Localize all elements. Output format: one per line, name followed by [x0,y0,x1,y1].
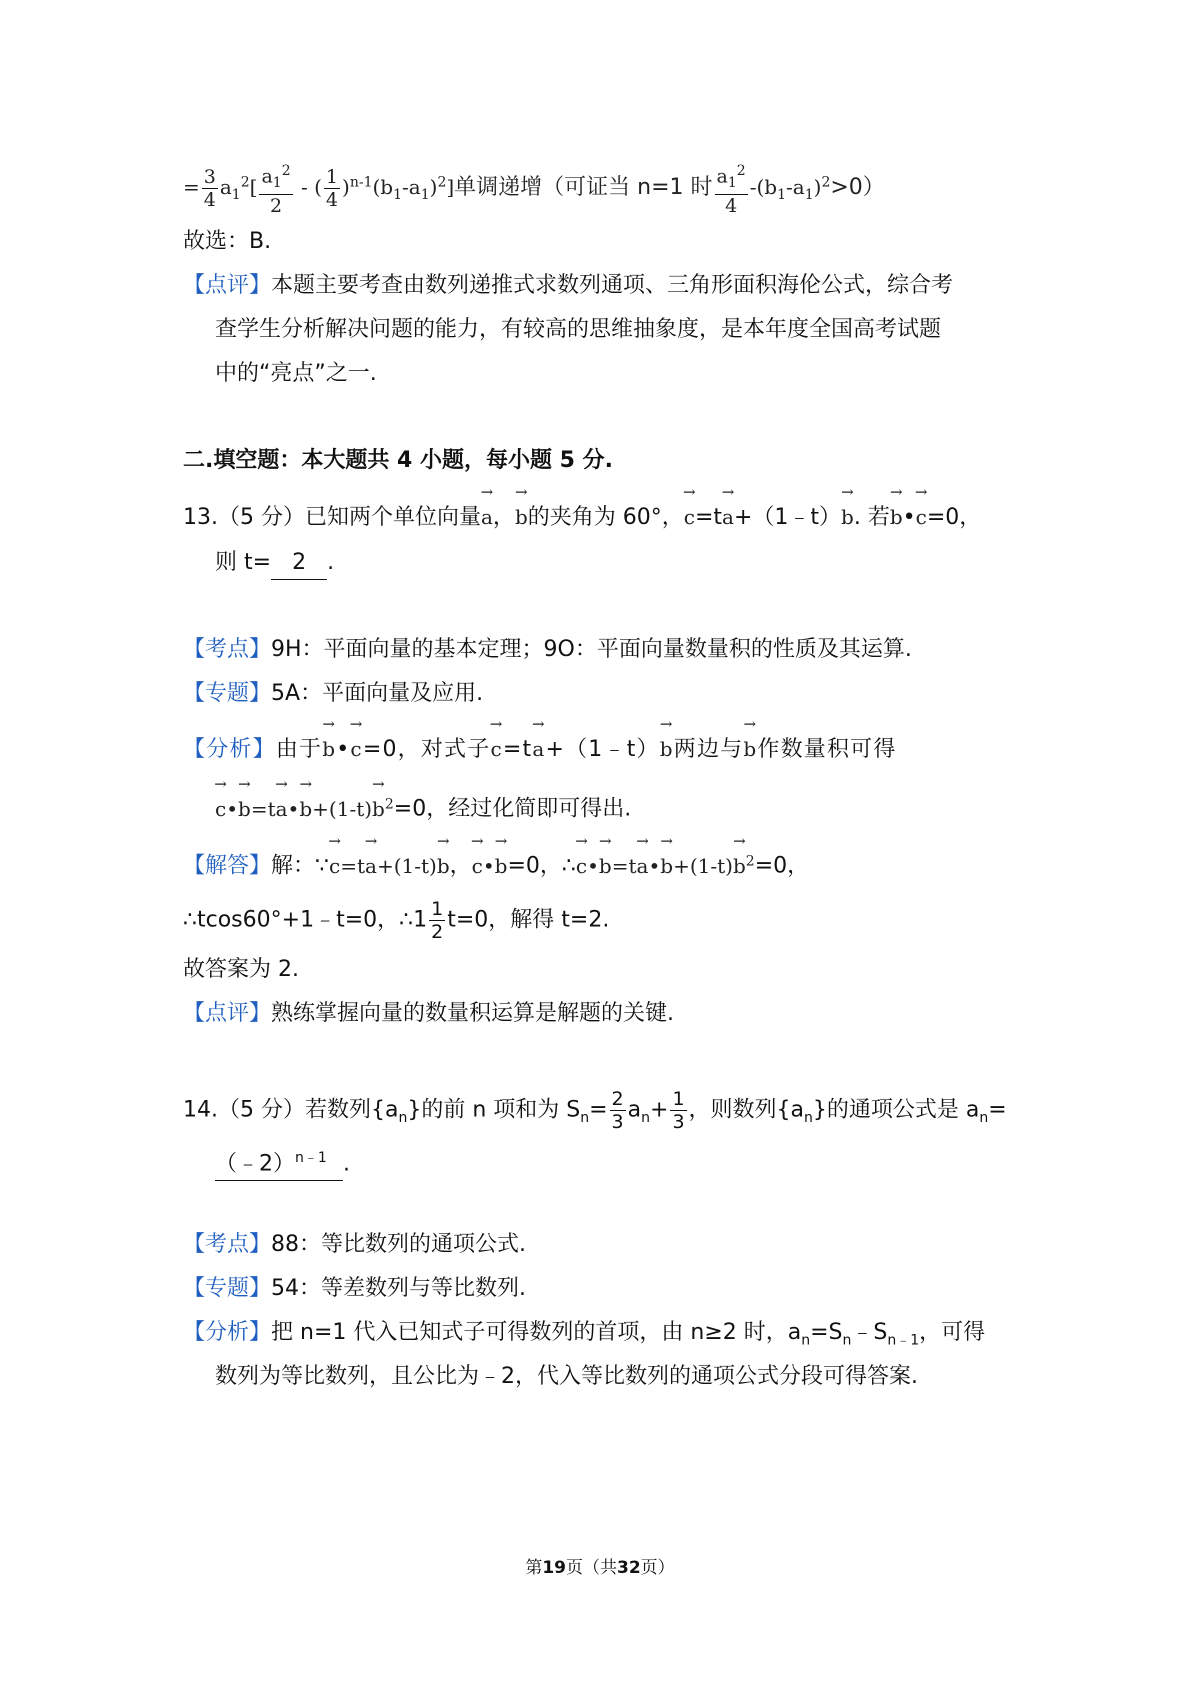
formula-monotonic: = $\frac{3}{4}$ $a_1^2$[ $\frac{a_1^2}{2}$ - ( $\frac{1}{4}$ )$^{n-1}(b_1-a_1)^2$]单调递增（可证当 n=1 时 $\frac{a_1^2}{4}$ $-(b_1-a_1)^2>0$） [183,160,885,217]
fraction-denominator: 3 [611,1111,624,1133]
q14-text: . [343,1151,350,1177]
superscript: 2 [745,853,755,869]
formula-text: (b [372,175,394,200]
vector-b: → b [841,497,854,533]
q13-text: 则 t= [215,550,272,575]
q14-kaodian [183,1229,526,1261]
formula-text: ] [446,175,455,200]
fenxi-text: =0，经过化简即可得出. [393,796,632,822]
formula-text: ) [813,175,822,200]
jieda-text: =0， [754,853,810,879]
q13-text: . 若 [853,505,890,530]
superscript: 2 [736,163,746,179]
formula-text: -a [786,175,805,200]
superscript: 2 [821,174,831,191]
formula-text: a [219,175,232,200]
fraction-1-4 [324,166,340,211]
page-footer [0,1553,1200,1578]
subscript: n [804,1109,813,1126]
vector-c: → c [576,846,587,882]
vector-c: → c [329,846,340,882]
tag-jieda: 【解答】 [183,853,272,879]
dot-operator: • [648,853,661,878]
formula-text: a [261,165,273,188]
choice-line: 故选：B. [183,229,272,254]
page-total: 32 [617,1558,641,1578]
q14-text: 14.（5 分）若数列{a [183,1097,399,1123]
fraction-numerator [259,160,292,195]
q14-text: }的前 n 项和为 S [407,1097,581,1123]
subscript: 1 [272,175,282,192]
fraction-denominator: 4 [325,189,339,212]
subscript: 1 [420,187,430,204]
vector-a: → a [365,846,377,882]
q14-text: a [627,1097,642,1123]
q14-answer-line [215,1142,350,1181]
vector-a: → a [722,497,734,533]
footer-text: 第 [525,1558,543,1578]
fraction-denominator: 4 [725,195,738,218]
fenxi-text: +（1﹣t） [545,737,660,762]
subscript: n [641,1109,650,1126]
answer-blank: 2 [271,547,327,580]
superscript: n-1 [349,174,373,191]
q13-text: +（1﹣t） [733,505,842,530]
q13-jieda-line1 [183,845,809,883]
dot-operator: • [226,796,238,821]
subscript: 1 [804,187,814,204]
formula-text: a [716,165,728,188]
formula-text: =t [340,853,366,878]
q14-text: ，则数列{a [688,1097,805,1123]
jieda-text: ∴tcos60°+1﹣t=0，∴1 [183,907,428,933]
superscript: 2 [281,163,291,179]
superscript: 2 [437,174,447,191]
formula-text: =t [250,796,276,821]
q13-dianping [183,998,674,1030]
q13-kaodian [183,634,912,666]
q14-text: }的通项公式是 a [812,1097,980,1123]
vector-b: → b [599,846,612,882]
q13-zhuanti [183,678,483,710]
footer-text: 页） [640,1558,675,1578]
q14-text: + [650,1097,669,1123]
jieda-formula [576,854,755,878]
q13-text: 的夹角为 60°， [527,505,684,530]
fenxi-text: 作数量积可得 [757,737,897,762]
tag-zhuanti: 【专题】 [183,1276,272,1301]
tag-kaodian: 【考点】 [183,637,272,662]
superscript: 2 [384,796,394,812]
q14-fenxi-line2: 数列为等比数列，且公比为﹣2，代入等比数列的通项公式分段可得答案. [215,1364,918,1389]
comment12-line3: 中的“亮点”之一. [215,361,377,386]
comment12-line2: 查学生分析解决问题的能力，有较高的思维抽象度，是本年度全国高考试题 [215,317,942,342]
kaodian-text: 88：等比数列的通项公式. [271,1232,527,1257]
dot-operator: • [482,853,495,878]
q13-fenxi-line2 [215,788,631,826]
zhuanti-text: 54：等差数列与等比数列. [271,1276,527,1301]
comment-text: 本题主要考查由数列递推式求数列通项、三角形面积海伦公式，综合考 [271,273,954,298]
vector-c: → c [472,846,483,882]
q13-text: =0， [926,505,982,530]
fraction-2-3 [610,1088,626,1133]
fenxi-text: ﹣S [851,1320,888,1345]
formula-text: +(1-t) [673,853,733,878]
vector-b: → b [890,497,903,533]
superscript: n﹣1 [295,1150,327,1166]
q13-answer-line [215,547,334,580]
section-heading: 二.填空题：本大题共 4 小题，每小题 5 分. [183,448,613,473]
jieda-text: t=0，解得 t=2. [447,907,610,933]
q13-text: . [327,550,335,575]
fenxi-text: 两边与 [673,737,744,762]
vector-c: → c [916,497,927,533]
vector-b: → b [515,497,528,533]
q13-text: =t [694,505,723,530]
fraction-numerator: 1 [431,898,444,920]
formula-text: =t [611,853,637,878]
comment12-line1 [183,270,953,302]
subscript: 1 [231,187,241,204]
q13-fenxi-line1 [183,729,897,766]
jieda-text: ， [449,853,472,879]
q13-answer-summary: 故答案为 2. [183,957,299,982]
fraction-denominator: 2 [431,921,444,943]
vector-b: → b [733,846,746,882]
subscript: n﹣1 [887,1332,920,1349]
vector-b: → b [238,789,251,825]
fenxi-text: =t [502,737,533,762]
subscript: 1 [393,187,403,204]
dot-operator: • [336,737,351,762]
q13-stem [183,497,981,534]
fenxi-formula [215,797,394,821]
vector-c: → c [350,729,362,765]
q14-text: = [988,1097,1007,1123]
answer-blank [215,1142,343,1181]
vector-a: → a [481,497,493,533]
dot-operator: • [902,505,916,530]
superscript: 2 [240,174,250,191]
vector-a: → a [637,846,649,882]
jieda-formula [329,854,450,878]
fraction-a1sq-4 [715,160,748,217]
fraction-denominator: 2 [269,195,283,218]
jieda-text: 解：∵ [271,853,330,879]
q14-zhuanti [183,1273,526,1305]
jieda-formula [472,854,508,878]
subscript: 1 [727,175,737,192]
vector-b: → b [495,846,508,882]
vector-b: → b [743,729,757,765]
dot-operator: • [587,853,599,878]
dot-operator: • [287,796,300,821]
dianping-text: 熟练掌握向量的数量积运算是解题的关键. [271,1001,675,1026]
fraction-numerator: 2 [611,1088,624,1110]
fraction-3-4 [202,166,218,211]
fraction-denominator: 4 [203,189,216,212]
formula-text: -a [402,175,421,200]
vector-b: → b [322,729,336,765]
fraction-numerator: 3 [203,166,216,189]
tag-kaodian: 【考点】 [183,1232,272,1257]
vector-c: → c [215,789,226,825]
formula-text: +(1-t) [312,796,373,821]
vector-c: → c [490,729,502,765]
vector-a: → a [532,729,545,765]
kaodian-text: 9H：平面向量的基本定理；9O：平面向量数量积的性质及其运算. [271,637,912,662]
vector-b: → b [299,789,312,825]
fenxi-text: =S [810,1320,843,1345]
fraction-numerator: 1 [325,166,339,189]
vector-b: → b [660,729,674,765]
subscript: n [979,1109,989,1126]
footer-text: 页（共 [566,1558,617,1578]
zhuanti-text: 5A：平面向量及应用. [271,681,484,706]
q13-jieda-line2 [183,898,609,943]
formula-text: ) [429,175,438,200]
fraction-denominator: 3 [672,1111,685,1133]
vector-b: → b [660,846,673,882]
vector-b: → b [437,846,450,882]
formula-text: [ [249,175,258,200]
subscript: n [801,1332,811,1349]
fenxi-text: 由于 [275,737,323,762]
tag-zhuanti: 【专题】 [183,681,272,706]
subscript: n [398,1109,408,1126]
formula-text: - [294,175,315,200]
tag-fenxi: 【分析】 [183,737,276,762]
formula-text: = [183,175,200,200]
fraction-1-3 [670,1088,686,1133]
formula-text: +(1-t) [376,853,437,878]
q14-fenxi-line1 [183,1317,985,1356]
fenxi-text: 把 n=1 代入已知式子可得数列的首项，由 n≥2 时，a [271,1320,802,1345]
formula-text: >0） [830,175,885,201]
fraction-a1sq-2 [259,160,292,217]
jieda-text: =0，∴ [507,853,576,879]
tag-dianping: 【点评】 [183,273,272,298]
vector-c: → c [684,497,695,533]
subscript: n [842,1332,852,1349]
formula-caption: 单调递增（可证当 n=1 时 [454,175,713,201]
page-number: 19 [542,1558,566,1578]
fenxi-text: =0，对式子 [362,737,491,762]
formula-text: -(b [749,175,778,200]
tag-dianping: 【点评】 [183,1001,272,1026]
fenxi-text: ，可得 [919,1320,986,1345]
fraction-numerator: 1 [672,1088,685,1110]
vector-b: → b [372,789,385,825]
subscript: 1 [777,187,787,204]
fraction-numerator [715,160,748,195]
fraction-1-2 [429,898,445,943]
q14-stem [183,1088,1007,1134]
q13-text: ， [492,505,515,530]
q14-text: = [589,1097,608,1123]
tag-fenxi: 【分析】 [183,1320,272,1345]
subscript: n [580,1109,590,1126]
answer-text: （﹣2） [215,1151,295,1177]
vector-a: → a [276,789,288,825]
q13-text: 13.（5 分）已知两个单位向量 [183,505,481,530]
